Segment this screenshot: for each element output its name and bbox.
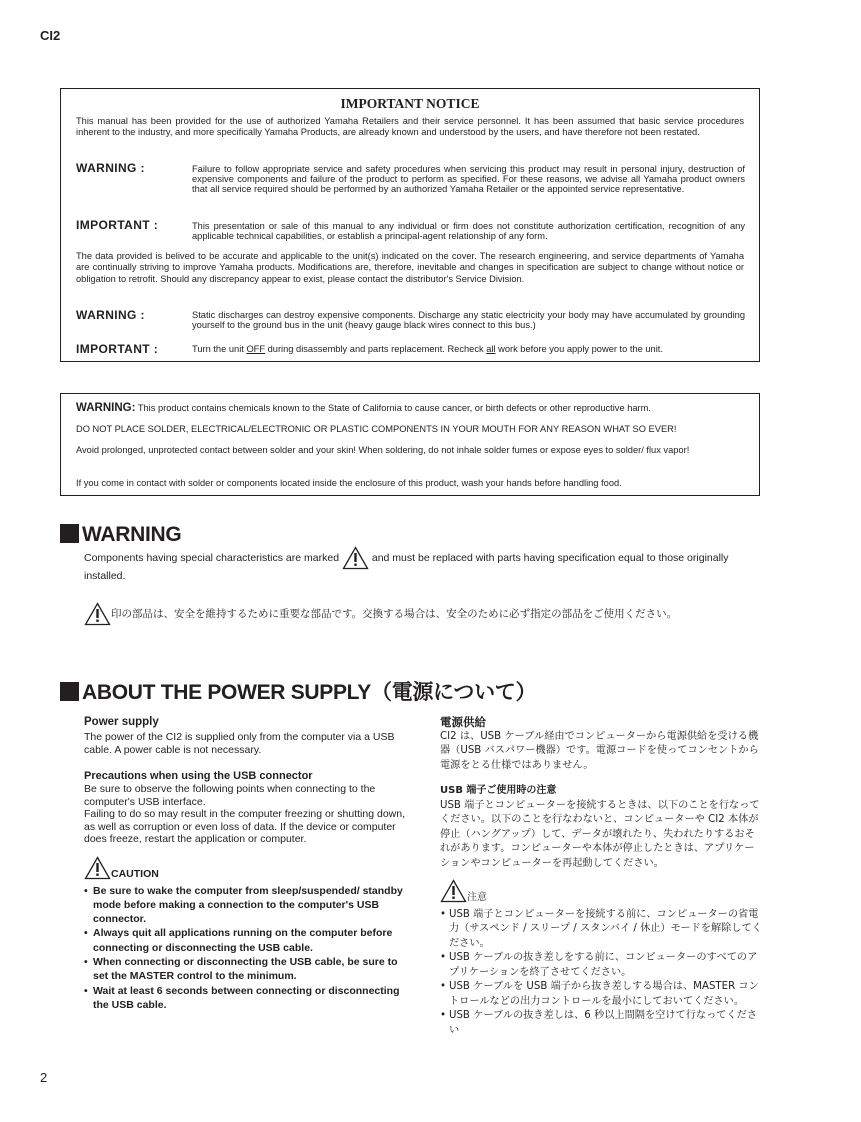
model-name: CI2: [40, 28, 61, 43]
usb-precautions-text2: Failing to do so may result in the computer freezing or shutting down, as well as corruption or even loss of data. If the device or computer does freeze, restart the application or computer.: [84, 808, 405, 845]
power-important-text: Turn the unit OFF during disassembly and parts replacement. Recheck all work before you apply power to the unit.: [192, 344, 663, 354]
jp-supply-title: 電源供給: [440, 715, 486, 729]
data-accuracy-text: The data provided is belived to be accurate and applicable to the unit(s) indicated on the cover. The research engineering, and service departments of Yamaha are continually striving to improve Yamaha products. Modifications are, therefore, inevitable and changes in specification are subject to change without notice or obligation to retrofit. Should any discrepancy appear to exist, please contact the distributor's Service Division.: [76, 251, 744, 284]
warning-en-text: Components having special characteristics are marked and must be replaced with parts having specification equal to those originally installed.: [84, 546, 734, 583]
jp-caution-header: 注意: [440, 879, 762, 906]
power-jp-column: [440, 715, 762, 1038]
list-item: • USB ケーブルの抜き差しをする前に、コンピューターのすべてのアプリケーションを終了させてください。: [440, 951, 762, 980]
jp-usb-text: USB 端子とコンピューターを接続するときは、以下のことを行なってください。以下のことを行なわないと、コンピューターや CI2 本体が停止（ハングアップ）して、データが壊れたり、失われたりするおそれがあります。コンピューターや本体が停止したときは、アプリケーションやコンピューターを再起動してください。: [440, 799, 760, 869]
caution-list-jp: [440, 908, 762, 1039]
list-item: • USB 端子とコンピューターを接続する前に、コンピューターの省電力（サスペンド / スリープ / スタンバイ / 休止）モードを解除してください。: [440, 908, 762, 952]
list-item: • Always quit all applications running on the computer before connecting or disconnecting the USB cable.: [84, 926, 409, 955]
power-supply-text: The power of the CI2 is supplied only from the computer via a USB cable. A power cable is not necessary.: [84, 731, 395, 756]
ca-warning-line4: If you come in contact with solder or components located inside the enclosure of this product, wash your hands before handling food.: [76, 478, 622, 488]
usb-precautions-text1: Be sure to observe the following points when connecting to the computer's USB interface.: [84, 783, 376, 808]
california-warning-box: [60, 393, 760, 496]
important-label: IMPORTANT :: [76, 218, 159, 232]
list-item: • Wait at least 6 seconds between connecting or disconnecting the USB cable.: [84, 984, 409, 1013]
power-important-label: IMPORTANT :: [76, 342, 159, 356]
static-warning-label: WARNING :: [76, 308, 145, 322]
warning-text: Failure to follow appropriate service and safety procedures when servicing this product may result in personal injury, destruction of expensive components and failure of the product to perform as specified. For these reasons, we advise all Yamaha product owners that all service required should be performed by an authorized Yamaha Retailer or the appointed service representative.: [192, 164, 745, 194]
ca-warning-line3: Avoid prolonged, unprotected contact between solder and your skin! When soldering, do not inhale solder fumes or expose eyes to solder/ flux vapor!: [76, 445, 690, 455]
caution-header: CAUTION: [84, 856, 409, 880]
notice-intro: This manual has been provided for the use of authorized Yamaha Retailers and their service personnel. It has been assumed that basic service procedures inherent to the industry, and more specifically Yamaha Products, are already known and understood by the users, and have therefore not been restated.: [76, 116, 744, 137]
warning-heading: WARNING: [60, 523, 181, 547]
list-item: • USB ケーブルの抜き差しは、6 秒以上間隔を空けて行なってください: [440, 1009, 762, 1038]
heading-square-icon: [60, 682, 79, 701]
list-item: • Be sure to wake the computer from sleep/suspended/ standby mode before making a connection to the computer's USB connector.: [84, 884, 409, 927]
heading-square-icon: [60, 524, 79, 543]
warning-triangle-icon: [440, 879, 467, 903]
warning-triangle-icon: [342, 546, 369, 570]
jp-usb-title: USB 端子ご使用時の注意: [440, 785, 557, 796]
power-supply-title: Power supply: [84, 716, 159, 728]
ca-warning-line1: WARNING: This product contains chemicals known to the State of California to cause cancer, or birth defects or other reproductive harm.: [76, 402, 651, 414]
warning-jp-text: 印の部品は、安全を維持するために重要な部品です。交換する場合は、安全のために必ず指定の部品をご使用ください。: [84, 602, 677, 626]
static-warning-text: Static discharges can destroy expensive components. Discharge any static electricity your body may have accumulated by grounding yourself to the ground bus in the unit (heavy gauge black wires connect to this bus.): [192, 310, 745, 330]
jp-supply-text: CI2 は、USB ケーブル経由でコンピューターから電源供給を受ける機器（USB バスパワー機器）です。電源コードを使ってコンセントから電源をとる仕様ではありません。: [440, 730, 759, 771]
important-notice-box: [60, 88, 760, 362]
usb-precautions-title: Precautions when using the USB connector: [84, 770, 313, 782]
warning-triangle-icon: [84, 856, 111, 880]
important-text: This presentation or sale of this manual to any individual or firm does not constitute authorization certification, recognition of any applicable technical capabilities, or establish a principal-agent relationship of any form.: [192, 221, 745, 241]
power-supply-heading: ABOUT THE POWER SUPPLY（電源について）: [60, 676, 536, 706]
warning-triangle-icon: [84, 602, 111, 626]
notice-title: IMPORTANT NOTICE: [340, 96, 480, 111]
list-item: • USB ケーブルを USB 端子から抜き差しする場合は、MASTER コントロールなどの出力コントロールを最小にしておいてください。: [440, 980, 762, 1009]
page-number: 2: [40, 1070, 48, 1085]
ca-warning-line2: DO NOT PLACE SOLDER, ELECTRICAL/ELECTRONIC OR PLASTIC COMPONENTS IN YOUR MOUTH FOR ANY REASON WHAT SO EVER!: [76, 424, 677, 434]
caution-list-en: [84, 884, 409, 1013]
power-en-column: [84, 716, 409, 1012]
warning-label: WARNING :: [76, 161, 145, 175]
list-item: • When connecting or disconnecting the USB cable, be sure to set the MASTER control to the minimum.: [84, 955, 409, 984]
